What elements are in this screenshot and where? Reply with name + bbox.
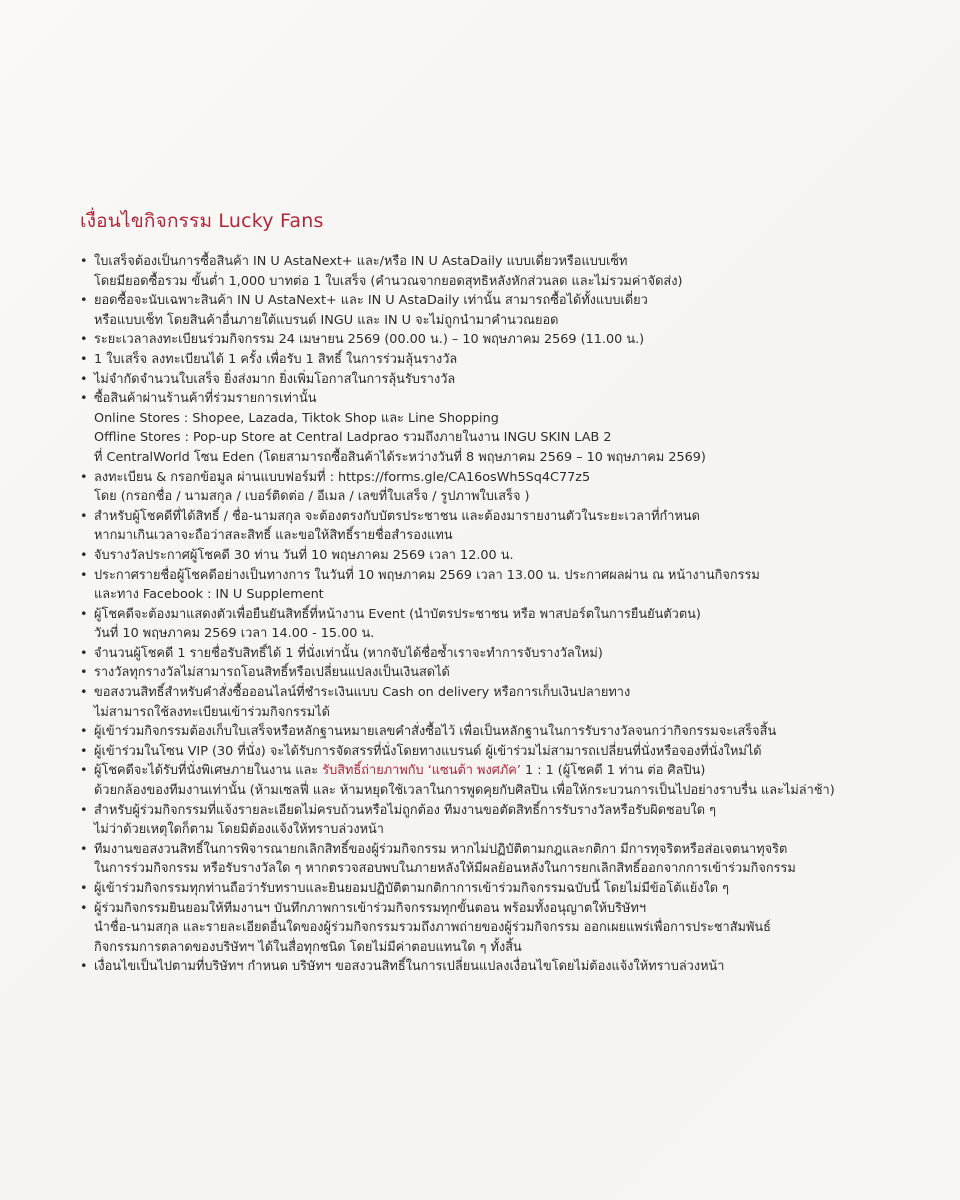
highlight-text: รับสิทธิ์ถ่ายภาพกับ ‘แซนต้า พงศภัค’ bbox=[322, 763, 521, 779]
term-text: ไม่จำกัดจำนวนใบเสร็จ ยิ่งส่งมาก ยิ่งเพิ่มโอกาสในการลุ้นรับรางวัล bbox=[94, 371, 456, 387]
term-text: ยอดซื้อจะนับเฉพาะสินค้า IN U AstaNext+ และ IN U AstaDaily เท่านั้น สามารถซื้อได้ทั้งแบบเดี่ยว bbox=[94, 293, 648, 309]
term-item bbox=[80, 957, 910, 977]
term-line bbox=[94, 879, 910, 899]
bullet-icon: • bbox=[80, 645, 88, 661]
bullet-icon: • bbox=[80, 293, 88, 309]
term-text: ขอสงวนสิทธิ์สำหรับคำสั่งซื้อออนไลน์ที่ชำระเงินแบบ Cash on delivery หรือการเก็บเงินปลายทาง bbox=[94, 685, 631, 701]
bullet-icon: • bbox=[80, 567, 88, 583]
term-line bbox=[94, 487, 910, 507]
term-line bbox=[94, 761, 910, 781]
term-text: ผู้โชคดีจะต้องมาแสดงตัวเพื่อยืนยันสิทธิ์ที่หน้างาน Event (นำบัตรประชาชน หรือ พาสปอร์ตในการยืนยันตัวตน) bbox=[94, 606, 701, 622]
term-text: ไม่สามารถใช้ลงทะเบียนเข้าร่วมกิจกรรมได้ bbox=[94, 704, 330, 720]
term-text: Offline Stores : Pop-up Store at Central Ladprao รวมถึงภายในงาน INGU SKIN LAB 2 bbox=[94, 430, 612, 446]
term-line bbox=[94, 370, 910, 390]
bullet-icon: • bbox=[80, 743, 88, 759]
bullet-icon: • bbox=[80, 724, 88, 740]
term-text: ผู้โชคดีจะได้รับที่นั่งพิเศษภายในงาน และ bbox=[94, 763, 323, 779]
bullet-icon: • bbox=[80, 606, 88, 622]
bullet-icon: • bbox=[80, 900, 88, 916]
term-text: ผู้เข้าร่วมกิจกรรมต้องเก็บใบเสร็จหรือหลักฐานหมายเลขคำสั่งซื้อไว้ เพื่อเป็นหลักฐานในการรับรางวัลจนกว่ากิจกรรมจะเสร็จสิ้น bbox=[94, 724, 777, 740]
term-line bbox=[94, 252, 910, 272]
term-item bbox=[80, 879, 910, 899]
term-line bbox=[94, 507, 910, 527]
term-text: ใบเสร็จต้องเป็นการซื้อสินค้า IN U AstaNext+ และ/หรือ IN U AstaDaily แบบเดี่ยวหรือแบบเซ็ท bbox=[94, 254, 628, 269]
bullet-icon: • bbox=[80, 802, 88, 818]
bullet-icon: • bbox=[80, 547, 88, 563]
terms-list bbox=[80, 252, 910, 977]
term-text: ในการร่วมกิจกรรม หรือรับรางวัลใด ๆ หากตรวจสอบพบในภายหลังให้มีผลย้อนหลังในการยกเลิกสิทธิ์ออกจากการเข้าร่วมกิจกรรม bbox=[94, 861, 796, 877]
term-item bbox=[80, 350, 910, 370]
term-text: ไม่ว่าด้วยเหตุใดก็ตาม โดยมิต้องแจ้งให้ทราบล่วงหน้า bbox=[94, 822, 384, 838]
term-text: สำหรับผู้ร่วมกิจกรรมที่แจ้งรายละเอียดไม่ครบถ้วนหรือไม่ถูกต้อง ทีมงานขอตัดสิทธิ์การรับรางวัลหรือรับผิดชอบใด ๆ bbox=[94, 802, 717, 818]
term-line bbox=[94, 448, 910, 468]
term-item bbox=[80, 722, 910, 742]
term-line bbox=[94, 624, 910, 644]
term-line bbox=[94, 957, 910, 977]
bullet-icon: • bbox=[80, 959, 88, 975]
term-line bbox=[94, 722, 910, 742]
term-text: 1 ใบเสร็จ ลงทะเบียนได้ 1 ครั้ง เพื่อรับ 1 สิทธิ์ ในการร่วมลุ้นรางวัล bbox=[94, 351, 458, 367]
term-line bbox=[94, 899, 910, 919]
term-item bbox=[80, 644, 910, 664]
bullet-icon: • bbox=[80, 351, 88, 367]
term-text: เงื่อนไขเป็นไปตามที่บริษัทฯ กำหนด บริษัทฯ ขอสงวนสิทธิ์ในการเปลี่ยนแปลงเงื่อนไขโดยไม่ต้องแจ้งให้ทราบล่วงหน้า bbox=[94, 959, 725, 975]
bullet-icon: • bbox=[80, 371, 88, 387]
term-line bbox=[94, 526, 910, 546]
term-text: นำชื่อ-นามสกุล และรายละเอียดอื่นใดของผู้ร่วมกิจกรรมรวมถึงภาพถ่ายของผู้ร่วมกิจกรรม ออกเผยแพร่เพื่อการประชาสัมพันธ์ bbox=[94, 920, 771, 936]
term-text: 1 : 1 (ผู้โชคดี 1 ท่าน ต่อ ศิลปิน) bbox=[520, 763, 706, 779]
term-line bbox=[94, 350, 910, 370]
bullet-icon: • bbox=[80, 332, 88, 348]
term-line bbox=[94, 546, 910, 566]
term-line bbox=[94, 840, 910, 860]
term-text: หากมาเกินเวลาจะถือว่าสละสิทธิ์ และขอให้สิทธิ์รายชื่อสำรองแทน bbox=[94, 528, 453, 544]
term-line bbox=[94, 291, 910, 311]
term-line bbox=[94, 918, 910, 938]
term-line bbox=[94, 859, 910, 879]
term-item bbox=[80, 468, 910, 507]
term-text: ผู้เข้าร่วมในโซน VIP (30 ที่นั่ง) จะได้รับการจัดสรรที่นั่งโดยทางแบรนด์ ผู้เข้าร่วมไม่สามารถเปลี่ยนที่นั่งหรือจองที่นั่งใหม่ได้ bbox=[94, 743, 762, 759]
term-text: ที่ CentralWorld โซน Eden (โดยสามารถซื้อสินค้าได้ระหว่างวันที่ 8 พฤษภาคม 2569 – 10 พฤษภาคม 2569) bbox=[94, 449, 706, 465]
term-line bbox=[94, 389, 910, 409]
term-item bbox=[80, 389, 910, 467]
term-text: Online Stores : Shopee, Lazada, Tiktok Shop และ Line Shopping bbox=[94, 410, 499, 426]
term-item bbox=[80, 742, 910, 762]
term-line bbox=[94, 330, 910, 350]
term-item bbox=[80, 683, 910, 722]
term-text: ลงทะเบียน & กรอกข้อมูล ผ่านแบบฟอร์มที่ : https://forms.gle/CA16osWh5Sq4C77z5 bbox=[94, 469, 591, 485]
term-item bbox=[80, 899, 910, 958]
term-item bbox=[80, 291, 910, 330]
term-text: ผู้เข้าร่วมกิจกรรมทุกท่านถือว่ารับทราบและยินยอมปฏิบัติตามกติกาการเข้าร่วมกิจกรรมฉบับนี้ โดยไม่มีข้อโต้แย้งใด ๆ bbox=[94, 881, 730, 896]
term-item bbox=[80, 252, 910, 291]
term-item bbox=[80, 801, 910, 840]
bullet-icon: • bbox=[80, 841, 88, 857]
term-line bbox=[94, 703, 910, 723]
term-text: ด้วยกล้องของทีมงานเท่านั้น (ห้ามเซลฟี่ และ ห้ามหยุดใช้เวลาในการพูดคุยกับศิลปิน เพื่อให้กระบวนการเป็นไปอย่างราบรื่น และไม่ล่าช้า) bbox=[94, 783, 835, 799]
page-title: เงื่อนไขกิจกรรม Lucky Fans bbox=[80, 210, 324, 232]
bullet-icon: • bbox=[80, 391, 88, 407]
term-item bbox=[80, 546, 910, 566]
term-line bbox=[94, 272, 910, 292]
term-line bbox=[94, 311, 910, 331]
term-line bbox=[94, 663, 910, 683]
bullet-icon: • bbox=[80, 685, 88, 701]
term-line bbox=[94, 683, 910, 703]
term-text: ทีมงานขอสงวนสิทธิ์ในการพิจารณายกเลิกสิทธิ์ของผู้ร่วมกิจกรรม หากไม่ปฏิบัติตามกฎและกติกา มีการทุจริตหรือส่อเจตนาทุจริต bbox=[94, 841, 788, 857]
term-text: จับรางวัลประกาศผู้โชคดี 30 ท่าน วันที่ 10 พฤษภาคม 2569 เวลา 12.00 น. bbox=[94, 547, 514, 563]
term-line bbox=[94, 566, 910, 586]
term-text: จำนวนผู้โชคดี 1 รายชื่อรับสิทธิ์ได้ 1 ที่นั่งเท่านั้น (หากจับได้ชื่อซ้ำเราจะทำการจับรางวัลใหม่) bbox=[94, 645, 603, 661]
bullet-icon: • bbox=[80, 665, 88, 681]
term-line bbox=[94, 605, 910, 625]
term-text: ประกาศรายชื่อผู้โชคดีอย่างเป็นทางการ ในวันที่ 10 พฤษภาคม 2569 เวลา 13.00 น. ประกาศผลผ่าน ณ หน้างานกิจกรรม bbox=[94, 567, 760, 583]
term-text: สำหรับผู้โชคดีที่ได้สิทธิ์ / ชื่อ-นามสกุล จะต้องตรงกับบัตรประชาชน และต้องมารายงานตัวในระยะเวลาที่กำหนด bbox=[94, 508, 700, 524]
term-text: ผู้ร่วมกิจกรรมยินยอมให้ทีมงานฯ บันทึกภาพการเข้าร่วมกิจกรรมทุกขั้นตอน พร้อมทั้งอนุญาตให้บริษัทฯ bbox=[94, 900, 647, 916]
bullet-icon: • bbox=[80, 254, 88, 269]
term-item bbox=[80, 663, 910, 683]
term-text: กิจกรรมการตลาดของบริษัทฯ ได้ในสื่อทุกชนิด โดยไม่มีค่าตอบแทนใด ๆ ทั้งสิ้น bbox=[94, 939, 522, 955]
term-line bbox=[94, 468, 910, 488]
term-text: ระยะเวลาลงทะเบียนร่วมกิจกรรม 24 เมษายน 2569 (00.00 น.) – 10 พฤษภาคม 2569 (11.00 น.) bbox=[94, 332, 645, 348]
term-text: ซื้อสินค้าผ่านร้านค้าที่ร่วมรายการเท่านั้น bbox=[94, 391, 317, 407]
term-text: โดยมียอดซื้อรวม ขั้นต่ำ 1,000 บาทต่อ 1 ใบเสร็จ (คำนวณจากยอดสุทธิหลังหักส่วนลด และไม่รวมค่าจัดส่ง) bbox=[94, 273, 683, 289]
bullet-icon: • bbox=[80, 881, 88, 896]
term-text: โดย (กรอกชื่อ / นามสกุล / เบอร์ติดต่อ / อีเมล / เลขที่ใบเสร็จ / รูปภาพใบเสร็จ ) bbox=[94, 489, 530, 505]
bullet-icon: • bbox=[80, 508, 88, 524]
term-text: วันที่ 10 พฤษภาคม 2569 เวลา 14.00 - 15.00 น. bbox=[94, 626, 375, 642]
term-text: รางวัลทุกรางวัลไม่สามารถโอนสิทธิ์หรือเปลี่ยนแปลงเป็นเงินสดได้ bbox=[94, 665, 450, 681]
term-item bbox=[80, 605, 910, 644]
term-line bbox=[94, 428, 910, 448]
term-item bbox=[80, 840, 910, 879]
bullet-icon: • bbox=[80, 763, 88, 779]
term-item bbox=[80, 370, 910, 390]
term-text: และทาง Facebook : IN U Supplement bbox=[94, 587, 324, 603]
term-line bbox=[94, 644, 910, 664]
term-line bbox=[94, 409, 910, 429]
term-line bbox=[94, 781, 910, 801]
bullet-icon: • bbox=[80, 469, 88, 485]
term-text: หรือแบบเซ็ท โดยสินค้าอื่นภายใต้แบรนด์ INGU และ IN U จะไม่ถูกนำมาคำนวณยอด bbox=[94, 312, 559, 328]
term-item bbox=[80, 330, 910, 350]
term-item bbox=[80, 507, 910, 546]
term-item bbox=[80, 566, 910, 605]
term-line bbox=[94, 938, 910, 958]
term-line bbox=[94, 820, 910, 840]
term-line bbox=[94, 585, 910, 605]
term-item bbox=[80, 761, 910, 800]
term-line bbox=[94, 801, 910, 821]
term-line bbox=[94, 742, 910, 762]
